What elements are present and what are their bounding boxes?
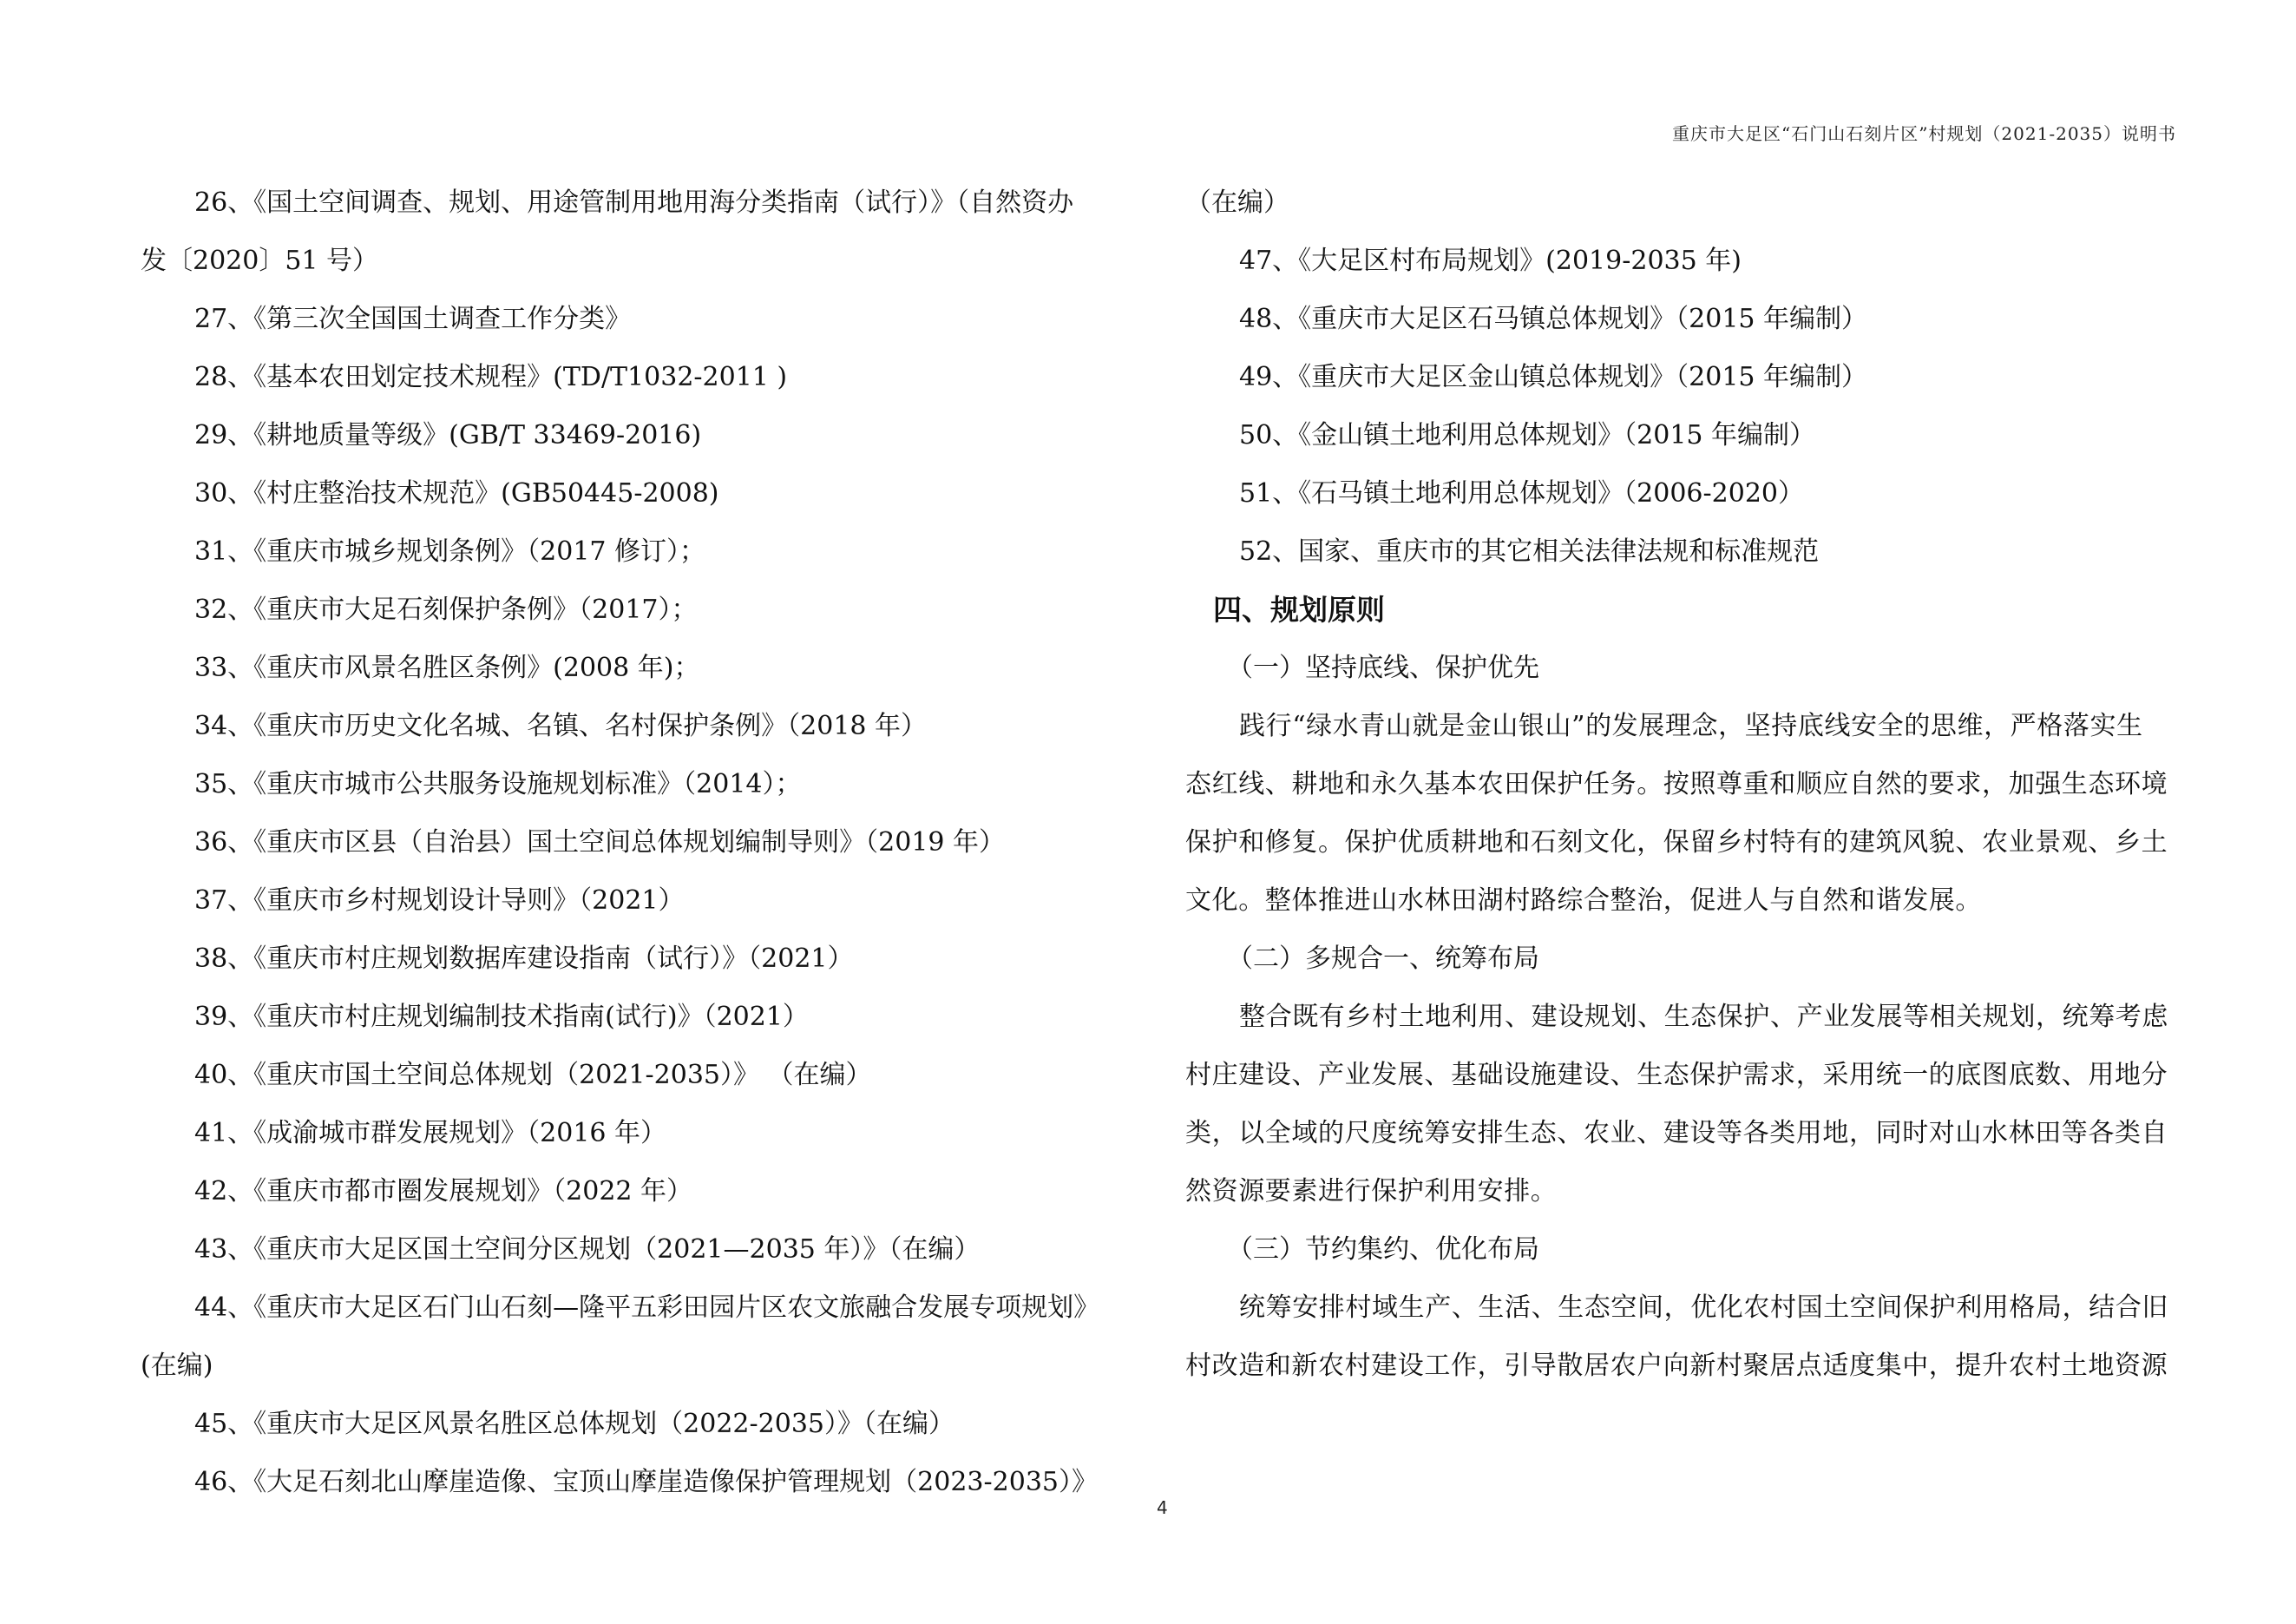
principle-2-line: 类，以全域的尺度统筹安排生态、农业、建设等各类用地，同时对山水林田等各类自 [1185,1118,2168,1148]
reference-item-43: 43、《重庆市大足区国土空间分区规划（2021—2035 年）》（在编） [194,1234,981,1265]
reference-item-31: 31、《重庆市城乡规划条例》（2017 修订）； [194,536,706,567]
reference-item-35: 35、《重庆市城市公共服务设施规划标准》（2014）； [194,769,802,799]
reference-item-41: 41、《成渝城市群发展规划》（2016 年） [194,1118,667,1148]
reference-item-46-cont: （在编） [1185,187,1289,218]
reference-item-34: 34、《重庆市历史文化名城、名镇、名村保护条例》（2018 年） [194,711,928,741]
reference-item-44-cont: (在编) [141,1351,213,1381]
principle-1-line: 文化。整体推进山水林田湖村路综合整治，促进人与自然和谐发展。 [1185,885,1982,916]
reference-item-45: 45、《重庆市大足区风景名胜区总体规划（2022-2035）》（在编） [194,1409,955,1439]
principle-1-line: 保护和修复。保护优质耕地和石刻文化，保留乡村特有的建筑风貌、农业景观、乡土 [1185,827,2168,858]
document-header-title: 重庆市大足区“石门山石刻片区”村规划（2021-2035）说明书 [1671,123,2176,144]
reference-item-29: 29、《耕地质量等级》(GB/T 33469-2016) [194,420,702,450]
reference-item-49: 49、《重庆市大足区金山镇总体规划》（2015 年编制） [1239,362,1868,392]
principle-2-line: 然资源要素进行保护利用安排。 [1185,1176,1558,1206]
right-column [1185,174,2183,1395]
reference-item-39: 39、《重庆市村庄规划编制技术指南(试行)》（2021） [194,1002,809,1032]
reference-item-37: 37、《重庆市乡村规划设计导则》（2021） [194,885,685,916]
reference-item-47: 47、《大足区村布局规划》(2019-2035 年) [1239,246,1742,276]
reference-item-26: 26、《国土空间调查、规划、用途管制用地用海分类指南（试行）》（自然资办 [194,187,1074,218]
reference-item-30: 30、《村庄整治技术规范》(GB50445-2008) [194,478,719,509]
reference-item-26-cont: 发〔2020〕51 号） [141,246,379,276]
principle-2-line: 村庄建设、产业发展、基础设施建设、生态保护需求，采用统一的底图底数、用地分 [1185,1060,2168,1090]
principle-3-line: 统筹安排村域生产、生活、生态空间，优化农村国土空间保护利用格局，结合旧 [1239,1292,2168,1323]
principle-3-title: （三）节约集约、优化布局 [1227,1234,1539,1265]
principle-3-line: 村改造和新农村建设工作，引导散居农户向新村聚居点适度集中，提升农村土地资源 [1185,1351,2168,1381]
section-heading-planning-principles: 四、规划原则 [1213,593,1385,627]
reference-item-50: 50、《金山镇土地利用总体规划》（2015 年编制） [1239,420,1816,450]
reference-item-36: 36、《重庆市区县（自治县）国土空间总体规划编制导则》（2019 年） [194,827,1006,858]
page-number: 4 [1157,1497,1168,1518]
principle-2-line: 整合既有乡村土地利用、建设规划、生态保护、产业发展等相关规划，统筹考虑 [1239,1002,2168,1032]
reference-item-46: 46、《大足石刻北山摩崖造像、宝顶山摩崖造像保护管理规划（2023-2035）》 [194,1467,1099,1497]
reference-item-32: 32、《重庆市大足石刻保护条例》（2017）； [194,595,698,625]
reference-item-52: 52、国家、重庆市的其它相关法律法规和标准规范 [1239,536,1820,567]
principle-1-title: （一）坚持底线、保护优先 [1227,653,1539,683]
reference-item-33: 33、《重庆市风景名胜区条例》(2008 年)； [194,653,700,683]
reference-item-28: 28、《基本农田划定技术规程》(TD/T1032-2011 ) [194,362,788,392]
reference-item-44: 44、《重庆市大足区石门山石刻—隆平五彩田园片区农文旅融合发展专项规划》 [194,1292,1100,1323]
reference-item-42: 42、《重庆市都市圈发展规划》（2022 年） [194,1176,693,1206]
reference-item-51: 51、《石马镇土地利用总体规划》（2006-2020） [1239,478,1805,509]
reference-item-27: 27、《第三次全国国土调查工作分类》 [194,304,632,334]
principle-1-line: 态红线、耕地和永久基本农田保护任务。按照尊重和顺应自然的要求，加强生态环境 [1185,769,2168,799]
principle-2-title: （二）多规合一、统筹布局 [1227,943,1539,974]
reference-item-40: 40、《重庆市国土空间总体规划（2021-2035）》 （在编） [194,1060,872,1090]
reference-item-48: 48、《重庆市大足区石马镇总体规划》（2015 年编制） [1239,304,1868,334]
reference-item-38: 38、《重庆市村庄规划数据库建设指南（试行）》（2021） [194,943,854,974]
left-column [141,174,1138,1511]
principle-1-line: 践行“绿水青山就是金山银山”的发展理念，坚持底线安全的思维，严格落实生 [1239,711,2143,741]
